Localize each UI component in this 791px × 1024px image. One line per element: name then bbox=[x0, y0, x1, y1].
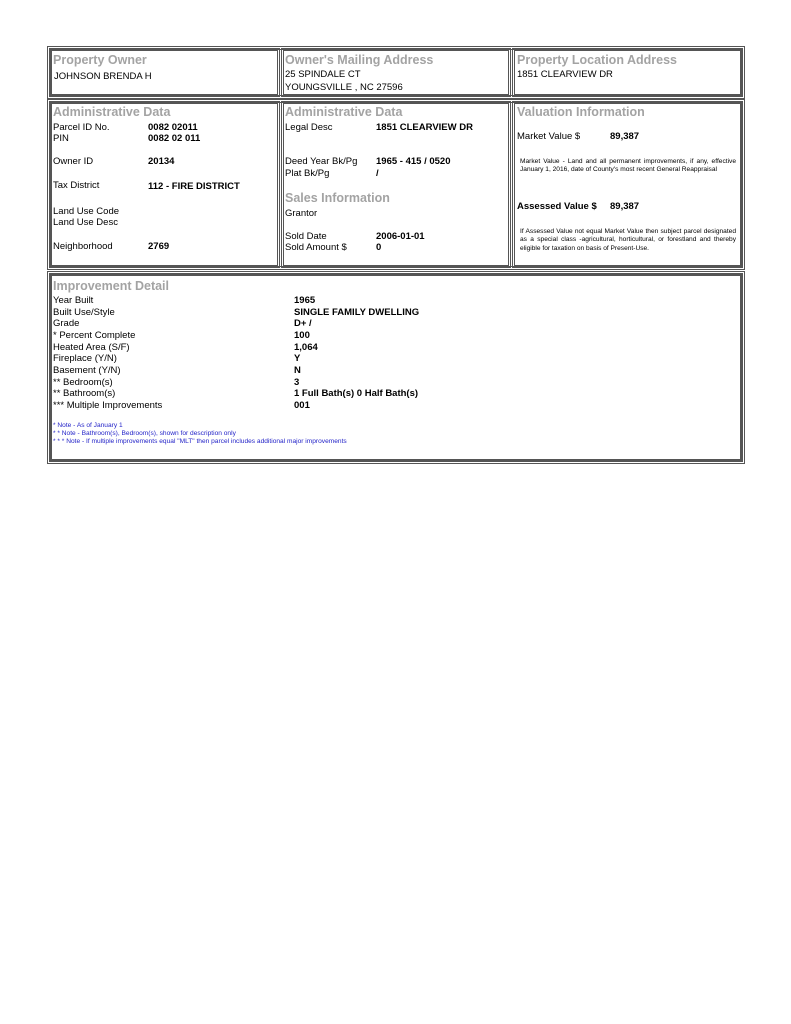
administrative-data-header-1: Administrative Data bbox=[53, 105, 171, 119]
parcel-id-label: Parcel ID No. bbox=[53, 122, 110, 133]
bedrooms-label: ** Bedroom(s) bbox=[53, 377, 113, 388]
mailing-line-2: YOUNGSVILLE , NC 27596 bbox=[285, 82, 403, 93]
bathrooms-value: 1 Full Bath(s) 0 Half Bath(s) bbox=[294, 388, 419, 399]
percent-complete-value: 100 bbox=[294, 330, 310, 341]
sales-information-header: Sales Information bbox=[285, 191, 390, 205]
heated-area-label: Heated Area (S/F) bbox=[53, 342, 130, 353]
bathrooms-label: ** Bathroom(s) bbox=[53, 388, 116, 399]
footnote-1: * Note - As of January 1 bbox=[53, 422, 123, 429]
assessed-value: 89,387 bbox=[610, 201, 640, 212]
market-value-note: Market Value - Land and all permanent improvements, if any, effective January 1, 2016, date of County's most recent General Reappraisal bbox=[520, 158, 736, 174]
market-value: 89,387 bbox=[610, 131, 640, 142]
property-owner-header: Property Owner bbox=[53, 53, 147, 67]
market-value-label: Market Value $ bbox=[517, 131, 581, 142]
land-use-desc-label: Land Use Desc bbox=[53, 217, 118, 228]
location-address: 1851 CLEARVIEW DR bbox=[517, 69, 613, 80]
sold-date-label: Sold Date bbox=[285, 231, 327, 242]
built-use-label: Built Use/Style bbox=[53, 307, 115, 318]
owner-id-label: Owner ID bbox=[53, 156, 94, 167]
multiple-improvements-label: *** Multiple Improvements bbox=[53, 400, 163, 411]
neighborhood-label: Neighborhood bbox=[53, 241, 113, 252]
sold-date-value: 2006-01-01 bbox=[376, 231, 425, 242]
percent-complete-label: * Percent Complete bbox=[53, 330, 136, 341]
administrative-data-header-2: Administrative Data bbox=[285, 105, 403, 119]
mailing-line-1: 25 SPINDALE CT bbox=[285, 69, 361, 80]
parcel-id-value: 0082 02011 bbox=[148, 122, 198, 133]
assessed-value-note: If Assessed Value not equal Market Value then subject parcel designated as a special class -agricultural, horticultural, or forestland and thereby eligible for taxation on basis of Present-Use. bbox=[520, 228, 736, 252]
heated-area-value: 1,064 bbox=[294, 342, 318, 353]
sold-amount-value: 0 bbox=[376, 242, 382, 253]
footnote-3: * * * Note - If multiple improvements equal "MLT" then parcel includes additional major improvements bbox=[53, 438, 347, 445]
valuation-information-header: Valuation Information bbox=[517, 105, 645, 119]
owner-name: JOHNSON BRENDA H bbox=[54, 71, 152, 82]
pin-label: PIN bbox=[53, 133, 69, 144]
deed-value: 1965 - 415 / 0520 bbox=[376, 156, 451, 167]
assessed-value-label: Assessed Value $ bbox=[517, 201, 597, 212]
plat-label: Plat Bk/Pg bbox=[285, 168, 330, 179]
deed-label: Deed Year Bk/Pg bbox=[285, 156, 358, 167]
improvement-detail-header: Improvement Detail bbox=[53, 279, 170, 293]
basement-value: N bbox=[294, 365, 301, 376]
sold-amount-label: Sold Amount $ bbox=[285, 242, 347, 253]
neighborhood-value: 2769 bbox=[148, 241, 170, 252]
built-use-value: SINGLE FAMILY DWELLING bbox=[294, 307, 420, 318]
footnote-2: * * Note - Bathroom(s), Bedroom(s), shown for description only bbox=[53, 430, 236, 437]
tax-district-label: Tax District bbox=[53, 180, 100, 191]
fireplace-value: Y bbox=[294, 353, 301, 364]
multiple-improvements-value: 001 bbox=[294, 400, 310, 411]
grade-label: Grade bbox=[53, 318, 80, 329]
bedrooms-value: 3 bbox=[294, 377, 300, 388]
legal-desc-label: Legal Desc bbox=[285, 122, 333, 133]
plat-value: / bbox=[376, 168, 379, 179]
year-built-value: 1965 bbox=[294, 295, 316, 306]
year-built-label: Year Built bbox=[53, 295, 94, 306]
mailing-address-header: Owner's Mailing Address bbox=[285, 53, 434, 67]
pin-value: 0082 02 011 bbox=[148, 133, 201, 144]
land-use-code-label: Land Use Code bbox=[53, 206, 120, 217]
legal-desc-value: 1851 CLEARVIEW DR bbox=[376, 122, 473, 133]
basement-label: Basement (Y/N) bbox=[53, 365, 121, 376]
grade-value: D+ / bbox=[294, 318, 312, 329]
tax-district-value: 112 - FIRE DISTRICT bbox=[148, 181, 240, 192]
location-address-header: Property Location Address bbox=[517, 53, 677, 67]
fireplace-label: Fireplace (Y/N) bbox=[53, 353, 117, 364]
grantor-label: Grantor bbox=[285, 208, 318, 219]
owner-id-value: 20134 bbox=[148, 156, 175, 167]
